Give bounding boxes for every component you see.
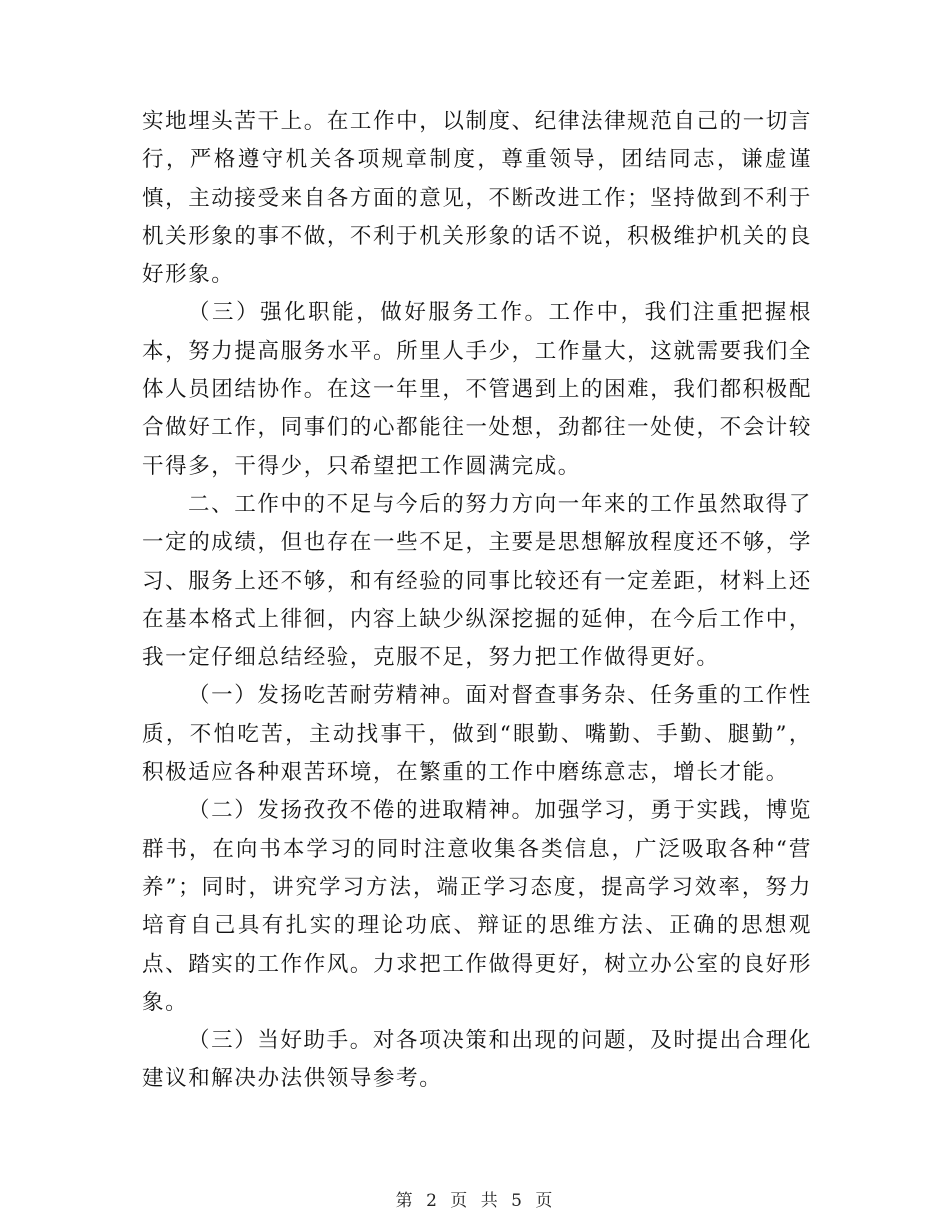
page-number-footer: 第 2 页 共 5 页 (395, 1191, 555, 1211)
paragraph-4: （一）发扬吃苦耐劳精神。面对督查事务杂、任务重的工作性质，不怕吃苦，主动找事干，做到“眼勤、嘴勤、手勤、腿勤”，积极适应各种艰苦环境，在繁重的工作中磨练意志，增长才能。 (142, 683, 812, 786)
paragraph-2: （三）强化职能，做好服务工作。工作中，我们注重把握根本，努力提高服务水平。所里人手少，工作量大，这就需要我们全体人员团结协作。在这一年里，不管遇到上的困难，我们都积极配合做好工作，同事们的心都能往一处想，劲都往一处使，不会计较干得多，干得少，只希望把工作圆满完成。 (142, 300, 812, 479)
document-body (142, 103, 812, 1099)
paragraph-1: 实地埋头苦干上。在工作中，以制度、纪律法律规范自己的一切言行，严格遵守机关各项规章制度，尊重领导，团结同志，谦虚谨慎，主动接受来自各方面的意见，不断改进工作；坚持做到不利于机关形象的事不做，不利于机关形象的话不说，积极维护机关的良好形象。 (142, 109, 812, 288)
paragraph-6: （三）当好助手。对各项决策和出现的问题，及时提出合理化建议和解决办法供领导参考。 (142, 1028, 812, 1092)
paragraph-3: 二、工作中的不足与今后的努力方向一年来的工作虽然取得了一定的成绩，但也存在一些不足，主要是思想解放程度还不够，学习、服务上还不够，和有经验的同事比较还有一定差距，材料上还在基本格式上徘徊，内容上缺少纵深挖掘的延伸，在今后工作中，我一定仔细总结经验，克服不足，努力把工作做得更好。 (142, 491, 812, 671)
paragraph-5: （二）发扬孜孜不倦的进取精神。加强学习，勇于实践，博览群书，在向书本学习的同时注意收集各类信息，广泛吸取各种“营养”；同时，讲究学习方法，端正学习态度，提高学习效率，努力培育自己具有扎实的理论功底、辩证的思维方法、正确的思想观点、踏实的工作作风。力求把工作做得更好，树立办公室的良好形象。 (142, 798, 812, 1015)
